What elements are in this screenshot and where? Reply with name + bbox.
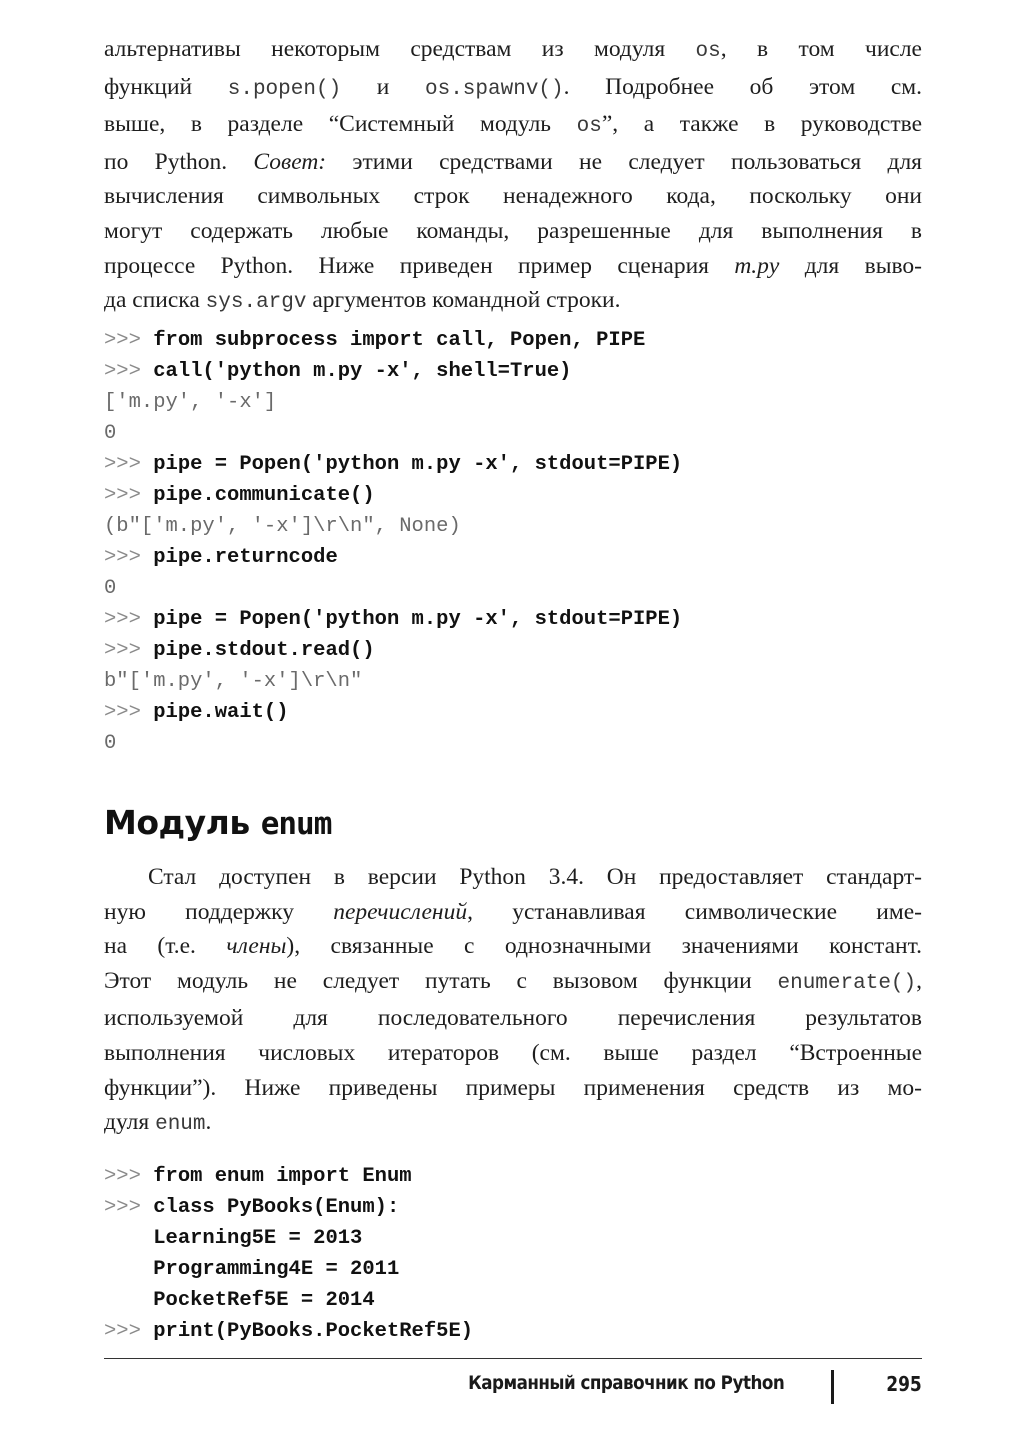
code-line (104, 604, 922, 635)
code-prompt: >>> (104, 546, 154, 569)
footer-separator (831, 1370, 834, 1404)
code-line (104, 542, 922, 573)
code-line (104, 1316, 922, 1347)
code-command: Learning5E = 2013 (153, 1226, 363, 1250)
code-output: 0 (104, 422, 117, 445)
code-line (104, 666, 922, 697)
code-block-subprocess (104, 325, 922, 759)
code-prompt: >>> (104, 608, 154, 631)
code-line (104, 573, 922, 604)
code-prompt (104, 1258, 153, 1281)
code-line (104, 480, 922, 511)
code-prompt: >>> (104, 639, 154, 662)
code-line (104, 697, 922, 728)
code-output: 0 (104, 577, 117, 600)
code-line (104, 356, 922, 387)
text-line: на (т.е. члены), связанные с однозначными значениями констант. (104, 933, 922, 960)
code-command: pipe.communicate() (153, 484, 375, 507)
footer-book-title: Карманный справочник по Python (467, 1372, 784, 1394)
page-footer (104, 1372, 922, 1404)
code-prompt: >>> (104, 484, 154, 507)
code-prompt: >>> (104, 360, 154, 383)
text-line: функции”). Ниже приведены примеры применения средств из мо- (104, 1074, 922, 1101)
text-line: могут содержать любые команды, разрешенные для выполнения в (104, 217, 922, 244)
code-output: ['m.py', '-x'] (104, 391, 277, 414)
text-line: по Python. Совет: этими средствами не следует пользоваться для (104, 148, 922, 175)
enum-paragraph (104, 860, 922, 1143)
code-line (104, 1223, 922, 1254)
code-command: pipe.returncode (153, 546, 338, 569)
code-prompt: >>> (104, 453, 154, 476)
page-content (104, 32, 922, 1347)
code-prompt: >>> (104, 701, 154, 724)
text-line: функций s.popen() и os.spawnv(). Подробнее об этом см. (104, 73, 922, 101)
section-heading: Модуль enum (104, 803, 332, 842)
code-line (104, 635, 922, 666)
text-line: да списка sys.argv аргументов командной строки. (104, 287, 621, 315)
code-command: from subprocess import call, Popen, PIPE (153, 329, 646, 352)
code-command: print(PyBooks.PocketRef5E) (153, 1319, 474, 1343)
text-line: процессе Python. Ниже приведен пример сценария m.py для выво- (104, 252, 922, 279)
code-line (104, 1161, 922, 1192)
code-line (104, 1192, 922, 1223)
code-line (104, 1285, 922, 1316)
code-prompt (104, 1289, 153, 1312)
code-line (104, 728, 922, 759)
text-line: выполнения числовых итераторов (см. выше раздел “Встроенные (104, 1039, 922, 1066)
code-command: call('python m.py -x', shell=True) (153, 360, 572, 383)
code-line (104, 511, 922, 542)
text-line: ную поддержку перечислений, устанавливая символические име- (104, 898, 922, 925)
code-command: Programming4E = 2011 (153, 1257, 400, 1281)
text-line: Этот модуль не следует путать с вызовом функции enumerate(), (104, 967, 922, 995)
code-line (104, 418, 922, 449)
code-output: b"['m.py', '-x']\r\n" (104, 670, 363, 693)
code-command: pipe.wait() (153, 701, 289, 724)
text-line: дуля enum. (104, 1109, 212, 1137)
text-line: альтернативы некоторым средствам из модуля os, в том числе (104, 36, 922, 63)
code-output: (b"['m.py', '-x']\r\n", None) (104, 515, 461, 538)
page-number: 295 (886, 1372, 922, 1396)
text-line: Стал доступен в версии Python 3.4. Он предоставляет стандарт- (148, 864, 922, 890)
text-line: вычисления символьных строк ненадежного кода, поскольку они (104, 183, 922, 210)
text-line: выше, в разделе “Системный модуль os”, а также в руководстве (104, 111, 923, 139)
code-command: PocketRef5E = 2014 (153, 1288, 375, 1312)
code-line (104, 325, 922, 356)
code-prompt: >>> (104, 1164, 154, 1188)
code-output: 0 (104, 732, 117, 755)
code-block-enum (104, 1161, 922, 1347)
code-line (104, 1254, 922, 1285)
code-command: class PyBooks(Enum): (153, 1195, 400, 1219)
intro-paragraph (104, 32, 923, 315)
code-command: pipe = Popen('python m.py -x', stdout=PIPE) (153, 453, 683, 476)
code-command: pipe.stdout.read() (153, 639, 375, 662)
code-prompt (104, 1227, 153, 1250)
code-prompt: >>> (104, 1195, 154, 1219)
code-command: pipe = Popen('python m.py -x', stdout=PIPE) (153, 608, 683, 631)
code-line (104, 449, 922, 480)
footer-divider (104, 1358, 922, 1359)
text-line: используемой для последовательного перечисления результатов (104, 1005, 922, 1032)
code-prompt: >>> (104, 1319, 154, 1343)
code-command: from enum import Enum (153, 1164, 412, 1188)
code-prompt: >>> (104, 329, 154, 352)
code-line (104, 387, 922, 418)
